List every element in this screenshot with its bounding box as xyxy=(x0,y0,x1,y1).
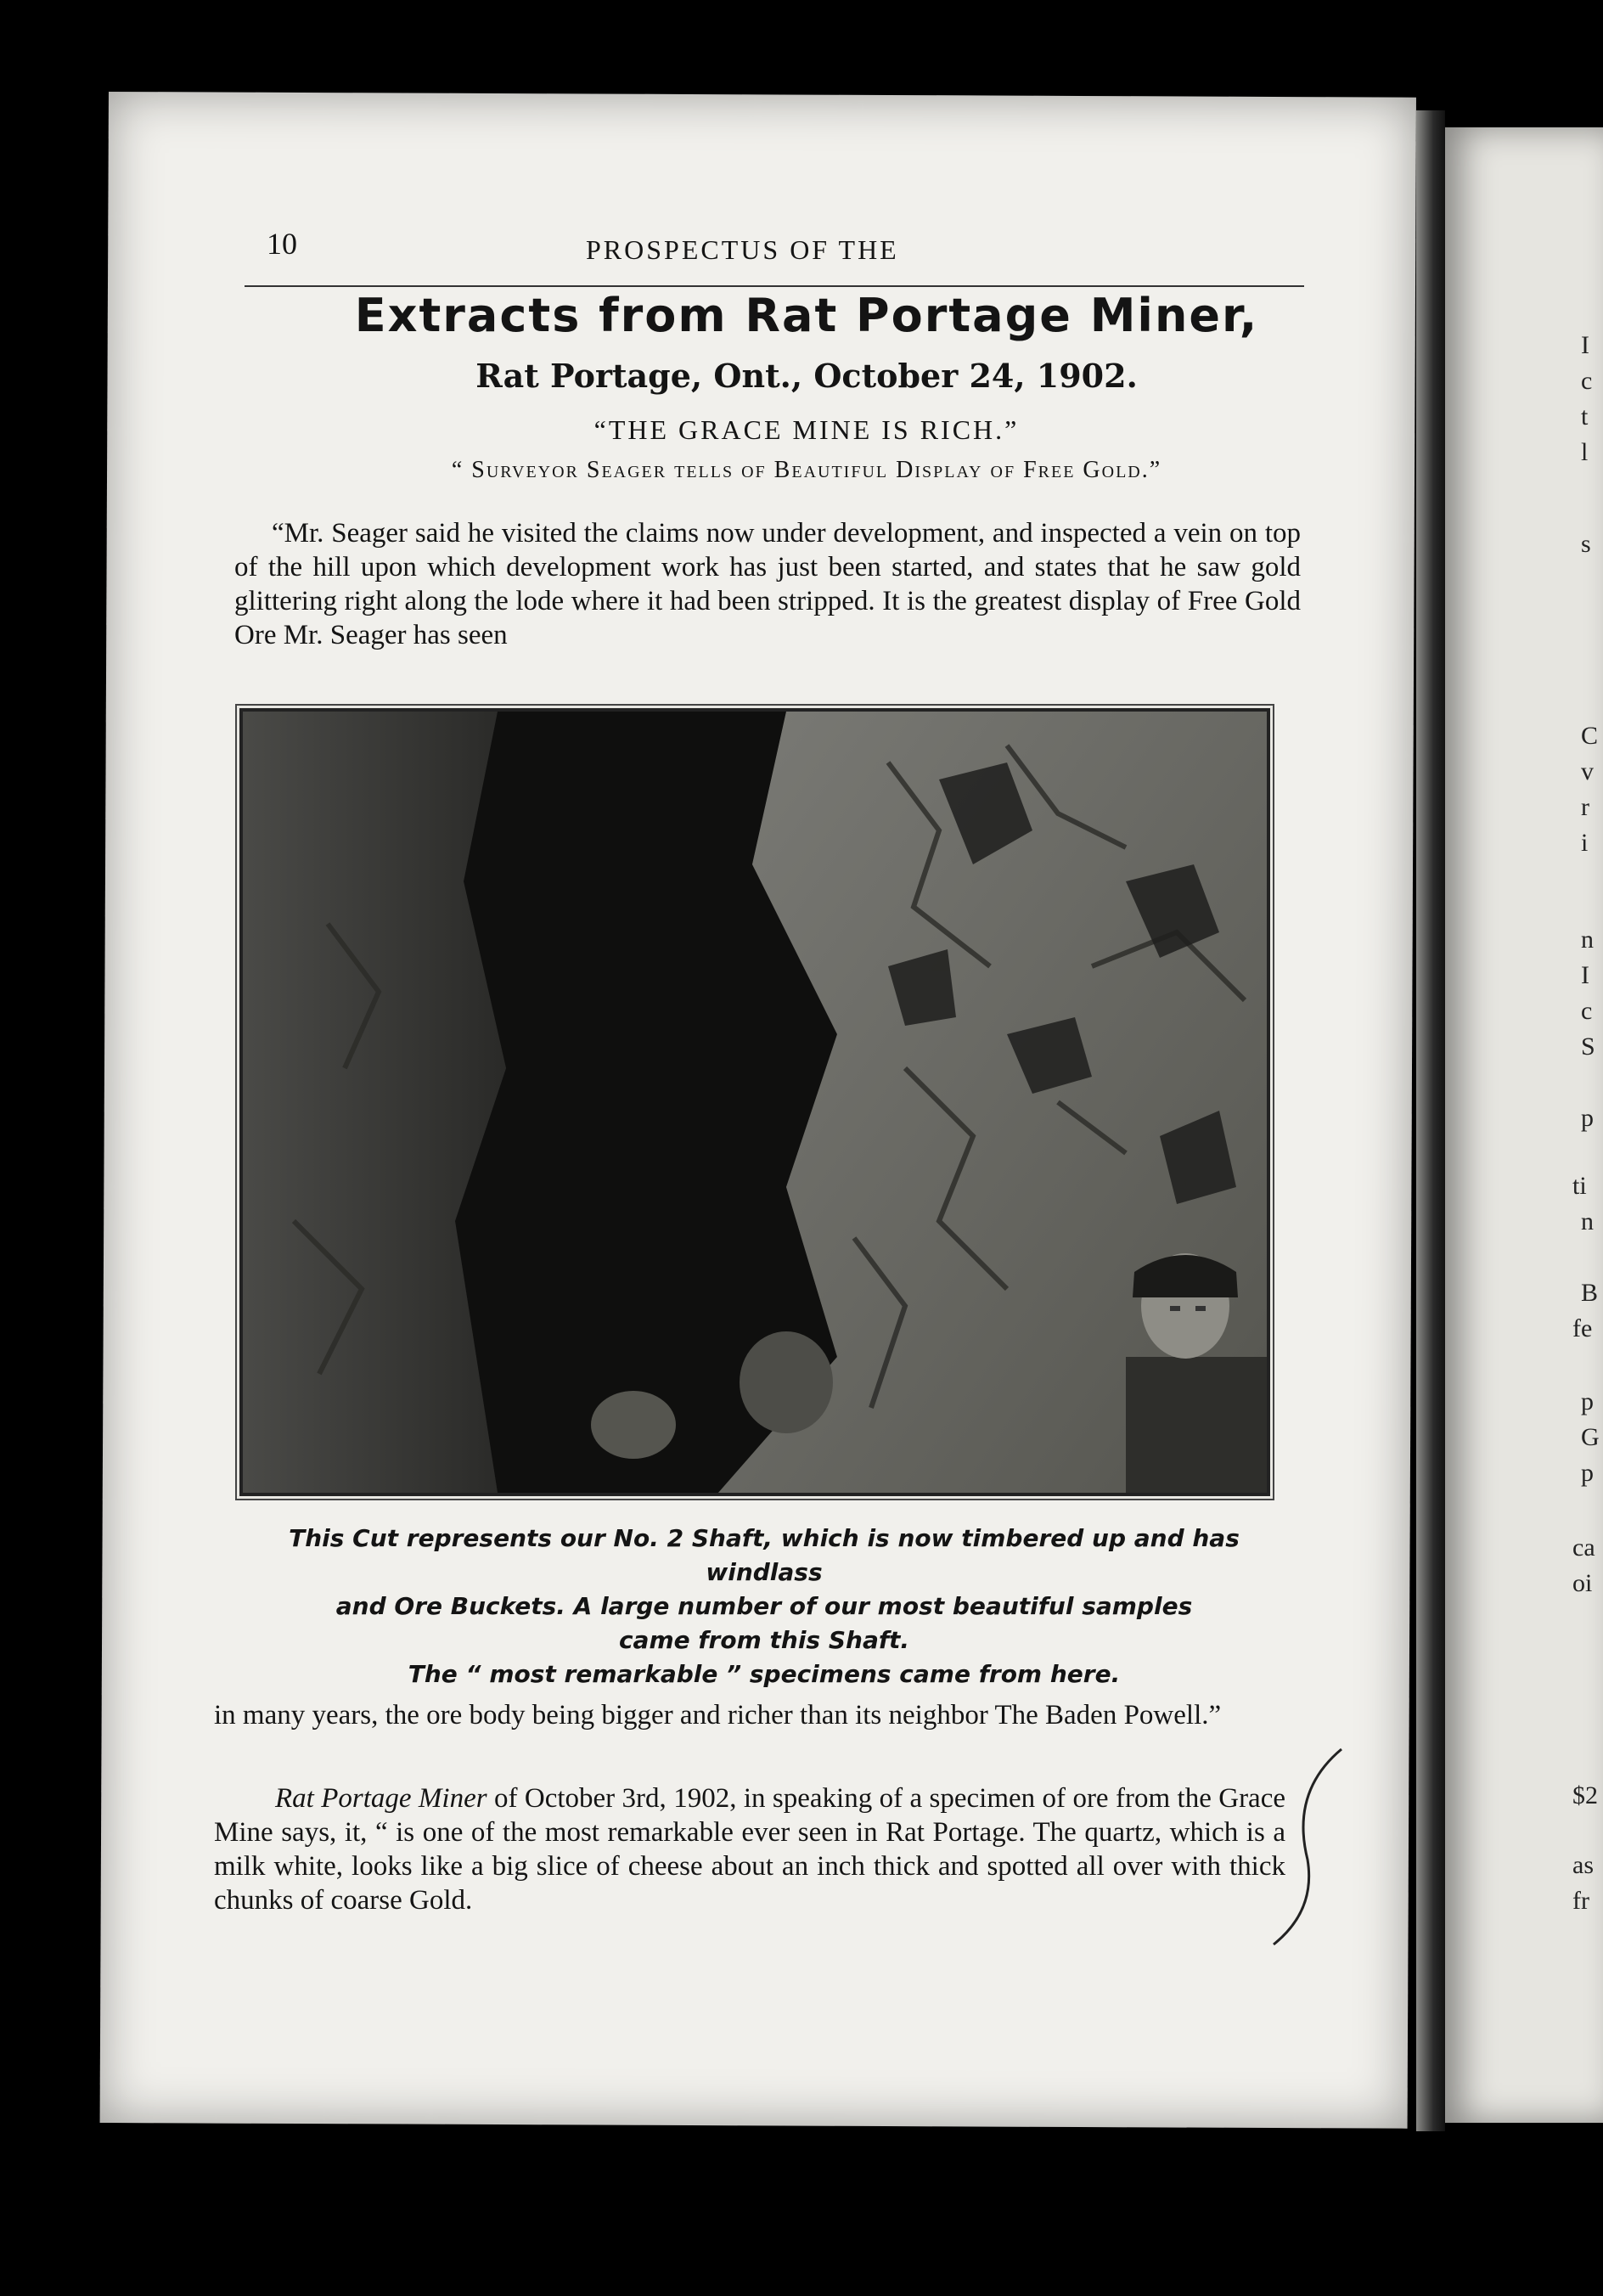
photograph-image xyxy=(243,712,1267,1493)
page-number: 10 xyxy=(267,227,297,261)
facing-page-fragment: p xyxy=(1581,1387,1594,1415)
photo-caption xyxy=(229,1522,1299,1691)
facing-page-fragment: t xyxy=(1581,402,1589,430)
facing-page-fragment: s xyxy=(1581,530,1591,558)
handwritten-bracket-mark xyxy=(1257,1741,1358,1953)
caption-line: came from this Shaft. xyxy=(618,1626,910,1654)
caption-line: The “ most remarkable ” specimens came from here. xyxy=(408,1660,1121,1688)
facing-page-fragment: I xyxy=(1581,331,1589,359)
facing-page-fragment: v xyxy=(1581,757,1594,785)
newspaper-name: Rat Portage Miner xyxy=(275,1783,487,1814)
facing-page-fragment: l xyxy=(1581,438,1589,466)
facing-page-fragment: c xyxy=(1581,997,1593,1025)
facing-page-fragment: p xyxy=(1581,1459,1594,1487)
facing-page-fragment: n xyxy=(1581,1207,1594,1235)
facing-page-fragment: C xyxy=(1581,722,1599,750)
facing-page-fragment: G xyxy=(1581,1423,1600,1451)
article-title: Extracts from Rat Portage Miner, xyxy=(354,289,1259,342)
facing-page-fragment: fe xyxy=(1572,1314,1593,1342)
facing-page-fragment: n xyxy=(1581,926,1594,954)
facing-page-fragment: oi xyxy=(1572,1569,1593,1597)
facing-page-fragment: $2 xyxy=(1572,1781,1598,1809)
facing-page-fragment: i xyxy=(1581,829,1589,857)
caption-line: This Cut represents our No. 2 Shaft, which is now timbered up and has windlass xyxy=(289,1524,1240,1586)
facing-page-fragment: fr xyxy=(1572,1887,1589,1915)
facing-page-fragment: as xyxy=(1572,1851,1594,1879)
paragraph-3 xyxy=(214,1781,1285,1917)
facing-page xyxy=(1445,127,1603,2123)
facing-page-fragment: ti xyxy=(1572,1172,1587,1200)
book-gutter xyxy=(1416,110,1445,2131)
facing-page-fragment: B xyxy=(1581,1279,1599,1307)
article-headline: “THE GRACE MINE IS RICH.” xyxy=(593,414,1020,445)
paragraph-1: “Mr. Seager said he visited the claims now under development, and inspected a vein on top of the hill upon which development work has just been started, and states that he saw gold glittering right along the lode where it had been stripped. It is the greatest display of Free Gold Ore Mr. Seager has seen xyxy=(234,518,1301,650)
article-subheadline: “ Surveyor Seager tells of Beautiful Display of Free Gold.” xyxy=(451,457,1162,483)
running-head-rule xyxy=(245,285,1304,287)
facing-page-fragment: c xyxy=(1581,367,1593,395)
running-head-title: PROSPECTUS OF THE xyxy=(586,234,899,265)
caption-line: and Ore Buckets. A large number of our most beautiful samples xyxy=(335,1592,1193,1620)
paragraph-2: in many years, the ore body being bigger and richer than its neighbor The Baden Powell.” xyxy=(214,1700,1222,1730)
article-subtitle: Rat Portage, Ont., October 24, 1902. xyxy=(475,357,1138,395)
paragraph-3-text: of October 3rd, 1902, in speaking of a specimen of ore from the Grace Mine says, it, “ is one of the most remarkable ever seen in Rat Portage. The quartz, which is a milk white, looks like a big slice of cheese about an inch thick and spotted all over with thick chunks of coarse Gold. xyxy=(214,1783,1285,1916)
mine-shaft-photograph xyxy=(239,708,1270,1496)
facing-page-fragment: r xyxy=(1581,793,1589,821)
facing-page-fragment: I xyxy=(1581,961,1589,989)
facing-page-fragment: ca xyxy=(1572,1533,1595,1562)
facing-page-fragment: p xyxy=(1581,1104,1594,1132)
facing-page-fragment: S xyxy=(1581,1033,1595,1061)
